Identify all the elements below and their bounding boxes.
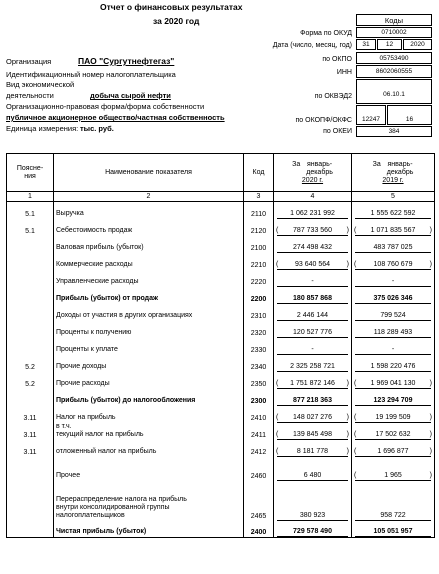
row-name: Валовая прибыль (убыток): [54, 236, 244, 253]
row-previous-value: -: [391, 345, 395, 353]
row-current-value: 380 923: [299, 511, 326, 519]
row-previous-value-cell: [352, 287, 435, 304]
row-code: 2330: [244, 338, 274, 355]
row-name: отложенный налог на прибыль: [54, 440, 244, 457]
date-year: 2020: [403, 39, 432, 50]
row-previous-value-cell: [352, 236, 435, 253]
okfs-value: 16: [387, 105, 432, 125]
row-note: [7, 321, 54, 338]
row-previous-value-cell: ( 1 965 ): [352, 457, 435, 481]
date-label: Дата (число, месяц, год): [272, 42, 352, 49]
row-previous-value-cell: [352, 389, 435, 406]
row-name: Доходы от участия в других организациях: [54, 304, 244, 321]
row-name: Выручка: [54, 202, 244, 219]
colnum-1: 1: [7, 192, 54, 202]
row-code: 2300: [244, 389, 274, 406]
row-code: 2320: [244, 321, 274, 338]
table-row: [7, 372, 435, 389]
row-code: 2350: [244, 372, 274, 389]
okved-value: 06.10.1: [356, 79, 432, 104]
row-previous-value: 105 051 957: [373, 528, 413, 535]
row-previous-value-cell: ( 19 199 509 ): [352, 406, 435, 423]
table-row: [7, 406, 435, 423]
row-current-value-cell: ( 148 027 276 ): [274, 406, 352, 423]
row-previous-value: 799 524: [380, 311, 406, 319]
row-previous-value-cell: ( 108 760 679 ): [352, 253, 435, 270]
row-name: Прибыль (убыток) до налогообложения: [54, 389, 244, 406]
row-code: 2412: [244, 440, 274, 457]
row-note: 5.2: [7, 372, 54, 389]
date-month: 12: [377, 39, 402, 50]
row-current-value-cell: [274, 270, 352, 287]
row-previous-value-cell: ( 1 071 835 567 ): [352, 219, 435, 236]
row-name: Прочие расходы: [54, 372, 244, 389]
row-note: [7, 338, 54, 355]
okei-label: по ОКЕИ: [323, 128, 352, 135]
header-previous: [352, 154, 435, 192]
okopf-value: 12247: [356, 105, 386, 125]
row-code: 2410: [244, 406, 274, 423]
row-note: [7, 389, 54, 406]
table-row: [7, 457, 435, 481]
okved-label: по ОКВЭД2: [314, 93, 352, 100]
row-current-value: 148 027 276: [293, 413, 332, 421]
row-current-value-cell: ( 93 640 564 ): [274, 253, 352, 270]
row-current-value: 93 640 564: [294, 260, 331, 268]
row-current-value-cell: [274, 304, 352, 321]
row-previous-value-cell: [352, 338, 435, 355]
row-previous-value: 19 199 509: [375, 413, 411, 421]
legal-form-value: публичное акционерное общество/частная собственность: [6, 113, 225, 122]
unit-value: тыс. руб.: [80, 124, 114, 133]
row-code: 2340: [244, 355, 274, 372]
header-current: [274, 154, 352, 192]
header-name: Наименование показателя: [54, 154, 244, 192]
row-current-value-cell: ( 8 181 778 ): [274, 440, 352, 457]
row-current-value: 1 751 872 146: [290, 379, 335, 387]
row-previous-value-cell: ( 17 502 632 ): [352, 423, 435, 440]
row-name: Проценты к получению: [54, 321, 244, 338]
header-code: Код: [244, 154, 274, 192]
inn-label: ИНН: [336, 69, 352, 76]
row-name: в т.ч. текущий налог на прибыль: [54, 423, 244, 440]
okud-value: 0710002: [356, 27, 432, 38]
row-previous-value-cell: [352, 321, 435, 338]
row-current-value: 787 733 560: [293, 226, 332, 234]
legal-form-line: Организационно-правовая форма/форма собственности: [6, 102, 205, 111]
header-previous-period: январь- декабрь: [386, 160, 414, 176]
row-name: Налог на прибыль: [54, 406, 244, 423]
row-name: Прочие доходы: [54, 355, 244, 372]
row-previous-value: 1 696 877: [377, 447, 409, 455]
date-day: 31: [356, 39, 376, 50]
row-current-value-cell: [274, 389, 352, 406]
table-row: [7, 521, 435, 538]
row-note: 5.2: [7, 355, 54, 372]
row-code: 2411: [244, 423, 274, 440]
row-current-value-cell: [274, 287, 352, 304]
table-row: [7, 481, 435, 521]
row-name: Чистая прибыль (убыток): [54, 521, 244, 538]
okei-value: 384: [356, 126, 432, 137]
row-current-value: -: [311, 345, 314, 353]
table-row: [7, 355, 435, 372]
row-current-value-cell: [274, 355, 352, 372]
row-code: 2310: [244, 304, 274, 321]
row-previous-value: 1 555 622 592: [370, 209, 416, 217]
header-current-period: январь- декабрь: [306, 160, 333, 176]
colnum-4: 4: [274, 192, 352, 202]
row-previous-value: 118 289 493: [373, 328, 413, 336]
row-previous-value-cell: ( 1 969 041 130 ): [352, 372, 435, 389]
row-code: 2200: [244, 287, 274, 304]
financial-results-table: [6, 153, 435, 538]
table-row: [7, 440, 435, 457]
unit-label: Единица измерения:: [6, 124, 79, 133]
row-name: Прочее: [54, 457, 244, 481]
row-previous-value: -: [391, 277, 395, 285]
row-current-value-cell: [274, 321, 352, 338]
activity-line1: Вид экономической: [6, 80, 75, 89]
row-current-value: 180 857 868: [293, 294, 332, 302]
row-name: Перераспределение налога на прибыль внутри консолидированной группы налогоплательщиков: [54, 481, 244, 521]
row-previous-value: 1 071 835 567: [370, 226, 416, 234]
activity-line2: деятельности: [6, 91, 54, 100]
row-name: Прибыль (убыток) от продаж: [54, 287, 244, 304]
row-note: [7, 236, 54, 253]
header-previous-year: 2019 г.: [382, 176, 404, 184]
row-current-value-cell: ( 1 751 872 146 ): [274, 372, 352, 389]
report-title: Отчет о финансовых результатах: [100, 2, 243, 12]
row-code: 2460: [244, 457, 274, 481]
row-current-value: -: [311, 277, 314, 285]
row-current-value: 8 181 778: [296, 447, 329, 455]
okpo-label: по ОКПО: [322, 56, 352, 63]
row-previous-value: 958 722: [380, 511, 406, 519]
table-row: [7, 253, 435, 270]
row-current-value: 1 062 231 992: [290, 209, 335, 217]
row-note: [7, 270, 54, 287]
row-note: 5.1: [7, 219, 54, 236]
row-previous-value: 17 502 632: [375, 430, 411, 438]
row-current-value-cell: [274, 457, 352, 481]
row-code: 2220: [244, 270, 274, 287]
row-current-value-cell: [274, 521, 352, 538]
okpo-value: 05753490: [356, 52, 432, 64]
table-row: [7, 304, 435, 321]
row-current-value: 729 578 490: [293, 528, 332, 535]
row-current-value: 2 446 144: [296, 311, 329, 319]
row-name: Коммерческие расходы: [54, 253, 244, 270]
row-note: [7, 253, 54, 270]
header-current-year: 2020 г.: [301, 176, 324, 184]
row-current-value-cell: [274, 338, 352, 355]
row-previous-value-cell: [352, 304, 435, 321]
table-row: [7, 219, 435, 236]
row-note: [7, 287, 54, 304]
row-previous-value-cell: [352, 202, 435, 219]
row-previous-value-cell: [352, 521, 435, 538]
row-note: 3.11: [7, 406, 54, 423]
row-previous-value: 1 969 041 130: [370, 379, 416, 387]
row-previous-value: 483 787 025: [373, 243, 413, 251]
table-row: [7, 338, 435, 355]
table-row: [7, 423, 435, 440]
table-row: [7, 287, 435, 304]
codes-header: Коды: [356, 14, 432, 26]
org-label: Организация: [6, 57, 52, 66]
org-name: ПАО "Сургутнефтегаз": [78, 56, 175, 66]
row-current-value: 877 218 363: [293, 396, 332, 404]
row-current-value-cell: ( 787 733 560 ): [274, 219, 352, 236]
colnum-2: 2: [54, 192, 244, 202]
colnum-5: 5: [352, 192, 435, 202]
row-previous-value: 375 026 346: [373, 294, 413, 302]
row-note: 5.1: [7, 202, 54, 219]
row-code: 2400: [244, 521, 274, 538]
inn-line: Идентификационный номер налогоплательщика: [6, 70, 176, 79]
okopf-label: по ОКОПФ/ОКФС: [295, 117, 352, 124]
row-code: 2100: [244, 236, 274, 253]
header-current-prefix: За: [292, 160, 301, 168]
header-note: Поясне- ния: [7, 154, 54, 192]
colnum-3: 3: [244, 192, 274, 202]
row-current-value: 274 498 432: [293, 243, 332, 251]
row-code: 2210: [244, 253, 274, 270]
table-row: [7, 321, 435, 338]
row-previous-value: 1 965: [384, 471, 402, 479]
row-previous-value-cell: ( 1 696 877 ): [352, 440, 435, 457]
row-name: Проценты к уплате: [54, 338, 244, 355]
activity-value: добыча сырой нефти: [90, 91, 171, 100]
row-note: [7, 304, 54, 321]
row-current-value: 6 480: [303, 471, 322, 479]
row-current-value-cell: [274, 202, 352, 219]
table-row: [7, 202, 435, 219]
table-row: [7, 236, 435, 253]
row-previous-value: 123 294 709: [373, 396, 413, 404]
row-code: 2110: [244, 202, 274, 219]
row-previous-value: 1 598 220 476: [370, 362, 416, 370]
row-current-value: 2 325 258 721: [290, 362, 335, 370]
row-note: [7, 521, 54, 538]
table-row: [7, 389, 435, 406]
row-note: 3.11: [7, 440, 54, 457]
row-current-value: 120 527 776: [293, 328, 332, 336]
row-previous-value: 108 760 679: [373, 260, 413, 268]
row-current-value-cell: ( 139 845 498 ): [274, 423, 352, 440]
row-current-value: 139 845 498: [293, 430, 332, 438]
row-name: Управленческие расходы: [54, 270, 244, 287]
row-current-value-cell: [274, 481, 352, 521]
row-note: [7, 457, 54, 481]
row-previous-value-cell: [352, 270, 435, 287]
table-row: [7, 270, 435, 287]
row-name: Себестоимость продаж: [54, 219, 244, 236]
row-note: [7, 481, 54, 521]
row-note: 3.11: [7, 423, 54, 440]
report-period: за 2020 год: [153, 16, 200, 26]
header-previous-prefix: За: [372, 160, 381, 168]
inn-value: 8602060555: [356, 65, 432, 78]
row-previous-value-cell: [352, 355, 435, 372]
okud-label: Форма по ОКУД: [300, 30, 352, 37]
row-code: 2120: [244, 219, 274, 236]
row-code: 2465: [244, 481, 274, 521]
row-current-value-cell: [274, 236, 352, 253]
row-previous-value-cell: [352, 481, 435, 521]
